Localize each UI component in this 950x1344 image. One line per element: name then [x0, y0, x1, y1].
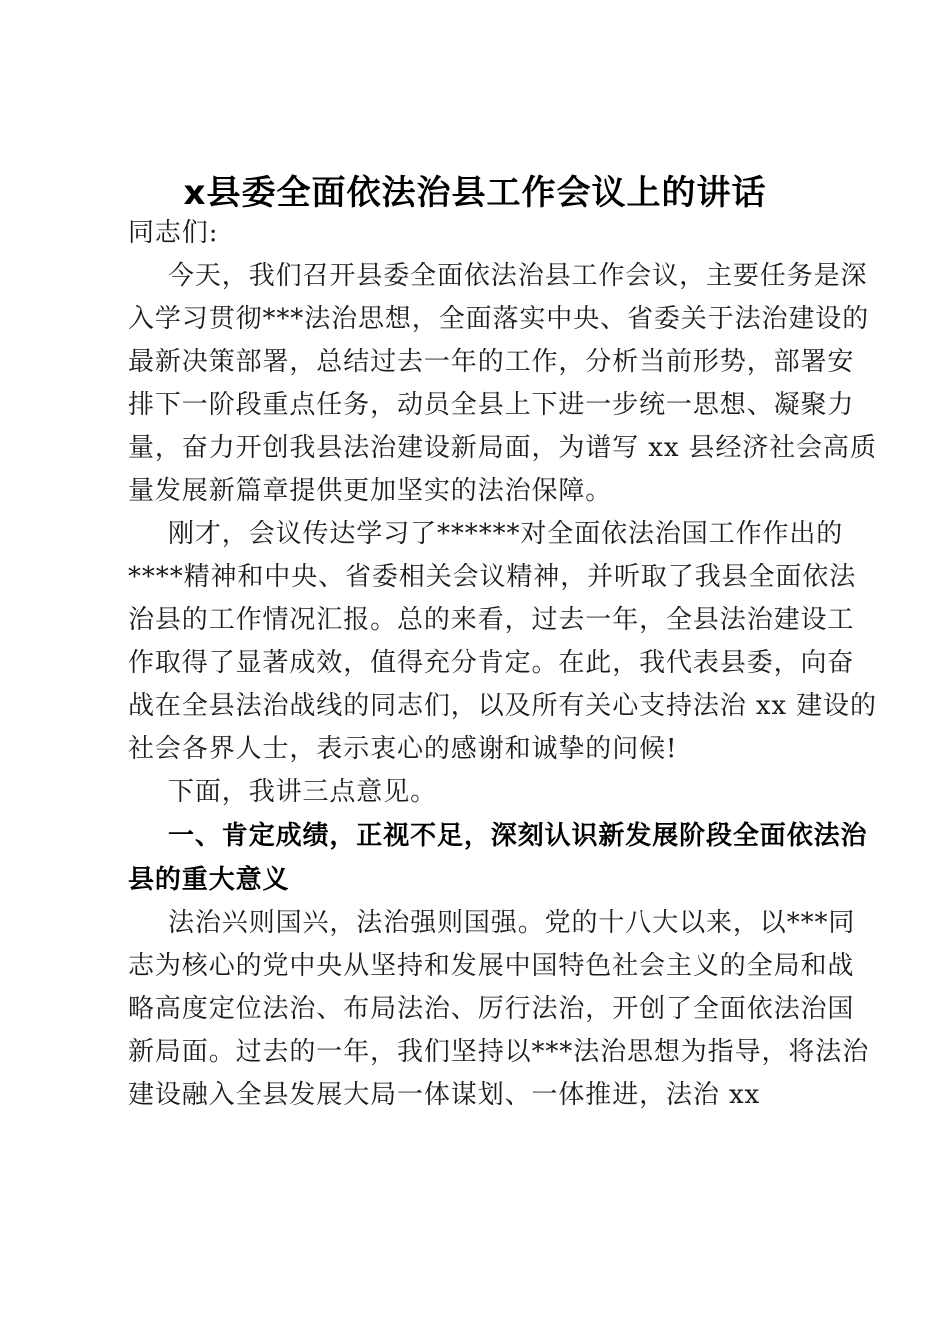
text-line: 刚才，会议传达学习了******对全面依法治国工作作出的 [168, 519, 844, 549]
text-line: 新局面。过去的一年，我们坚持以***法治思想为指导，将法治 [128, 1037, 870, 1067]
document-title: x县委全面依法治县工作会议上的讲话 [183, 173, 767, 213]
text-line: 量，奋力开创我县法治建设新局面，为谱写 xx 县经济社会高质 [128, 433, 877, 463]
paragraph-opening [128, 255, 877, 513]
heading-line: 一、肯定成绩，正视不足，深刻认识新发展阶段全面依法治 [168, 821, 868, 851]
text-line: 入学习贯彻***法治思想，全面落实中央、省委关于法治建设的 [128, 304, 870, 334]
text-line: 排下一阶段重点任务，动员全县上下进一步统一思想、凝聚力 [128, 390, 855, 420]
section-heading-1 [128, 814, 868, 902]
text-line: 作取得了显著成效，值得充分肯定。在此，我代表县委，向奋 [128, 648, 855, 678]
text-line: 治县的工作情况汇报。总的来看，过去一年，全县法治建设工 [128, 605, 855, 635]
text-line: 建设融入全县发展大局一体谋划、一体推进，法治 xx [128, 1080, 761, 1110]
text-line: 志为核心的党中央从坚持和发展中国特色社会主义的全局和战 [128, 951, 855, 981]
text-line: 最新决策部署，总结过去一年的工作，分析当前形势，部署安 [128, 347, 855, 377]
text-line: 下面，我讲三点意见。 [168, 777, 438, 807]
paragraph-transition [128, 771, 838, 814]
text-line: 战在全县法治战线的同志们，以及所有关心支持法治 xx 建设的 [128, 691, 877, 721]
heading-line: 县的重大意义 [128, 865, 290, 895]
text-line: ****精神和中央、省委相关会议精神，并听取了我县全面依法 [128, 562, 857, 592]
text-line: 略高度定位法治、布局法治、厉行法治，开创了全面依法治国 [128, 994, 855, 1024]
text-line: 法治兴则国兴，法治强则国强。党的十八大以来，以***同 [168, 908, 856, 938]
text-line: 今天，我们召开县委全面依法治县工作会议，主要任务是深 [168, 261, 868, 291]
paragraph-review [128, 513, 877, 771]
paragraph-section-1 [128, 902, 870, 1117]
document-body [128, 212, 877, 1117]
text-line: 量发展新篇章提供更加坚实的法治保障。 [128, 476, 613, 506]
text-line: 社会各界人士，表示衷心的感谢和诚挚的问候! [128, 734, 678, 764]
salutation: 同志们: [128, 218, 219, 248]
